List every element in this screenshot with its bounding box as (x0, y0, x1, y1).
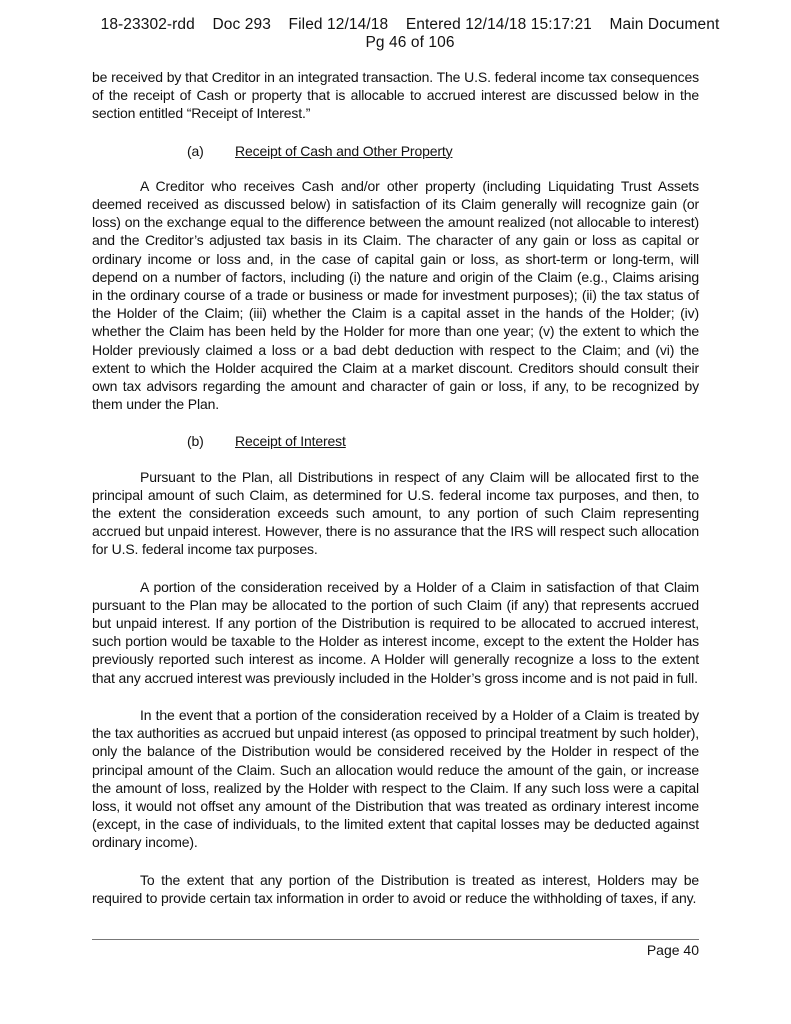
court-filing-header (60, 16, 760, 52)
page-number: Page 40 (646, 942, 699, 958)
paragraph-tax-authorities: In the event that a portion of the consideration received by a Holder of a Claim is treated by the tax authorities as accrued but unpaid interest (as opposed to principal treatment by such holder), only the balance of the Distribution would be considered received by the Holder in respect of the principal amount of the Claim. Such an allocation would reduce the amount of the gain, or increase the amount of loss, realized by the Holder with respect to the Claim. If any such loss were a capital loss, it would not offset any amount of the Distribution that was treated as ordinary interest income (except, in the case of individuals, to the limited extent that capital losses may be deducted against ordinary income). (92, 706, 699, 851)
paragraph-withholding: To the extent that any portion of the Distribution is treated as interest, Holders may be required to provide certain tax information in order to avoid or reduce the withholding of taxes, if any. (92, 871, 699, 906)
paragraph-continuation: be received by that Creditor in an integrated transaction. The U.S. federal income tax consequences of the receipt of Cash or property that is allocable to accrued interest are discussed below in the section entitled “Receipt of Interest.” (92, 69, 699, 122)
paragraph-gain-loss: A Creditor who receives Cash and/or other property (including Liquidating Trust Assets deemed received as discussed below) in satisfaction of its Claim generally will recognize gain (or loss) on the exchange equal to the difference between the amount realized (not allocable to interest) and the Creditor’s adjusted tax basis in its Claim. The character of any gain or loss as capital or ordinary income or loss and, in the case of capital gain or loss, as short-term or long-term, will depend on a number of factors, including (i) the nature and origin of the Claim (e.g., Claims arising in the ordinary course of a trade or business or made for investment purposes); (ii) the tax status of the Holder of the Claim; (iii) whether the Claim is a capital asset in the hands of the Holder; (iv) whether the Claim has been held by the Holder for more than one year; (v) the extent to which the Holder previously claimed a loss or a bad debt deduction with respect to the Claim; and (vi) the extent to which the Holder acquired the Claim at a market discount. Creditors should consult their own tax advisors regarding the amount and character of gain or loss, if any, to be recognized by them under the Plan. (92, 177, 699, 413)
header-page-count: Pg 46 of 106 (365, 34, 455, 51)
section-heading-a (92, 142, 699, 160)
header-case-line: 18-23302-rdd Doc 293 Filed 12/14/18 Entered 12/14/18 15:17:21 Main Document (100, 16, 720, 33)
section-heading-b (92, 432, 699, 450)
document-body (92, 68, 699, 926)
footer-divider (92, 939, 699, 940)
paragraph-allocation: Pursuant to the Plan, all Distributions in respect of any Claim will be allocated first to the principal amount of such Claim, as determined for U.S. federal income tax purposes, and then, to the extent the consideration exceeds such amount, to any portion of such Claim representing accrued but unpaid interest. However, there is no assurance that the IRS will respect such allocation for U.S. federal income tax purposes. (92, 468, 699, 558)
section-label-a: (a) (187, 142, 204, 159)
paragraph-accrued-interest: A portion of the consideration received by a Holder of a Claim in satisfaction of that Claim pursuant to the Plan may be allocated to the portion of such Claim (if any) that represents accrued but unpaid interest. If any portion of the Distribution is required to be allocated to accrued interest, such portion would be taxable to the Holder as interest income, except to the extent the Holder has previously reported such interest as income. A Holder will generally recognize a loss to the extent that any accrued interest was previously included in the Holder’s gross income and is not paid in full. (92, 578, 699, 686)
section-label-b: (b) (187, 433, 204, 450)
section-title-a: Receipt of Cash and Other Property (235, 142, 453, 159)
section-title-b: Receipt of Interest (235, 433, 346, 450)
